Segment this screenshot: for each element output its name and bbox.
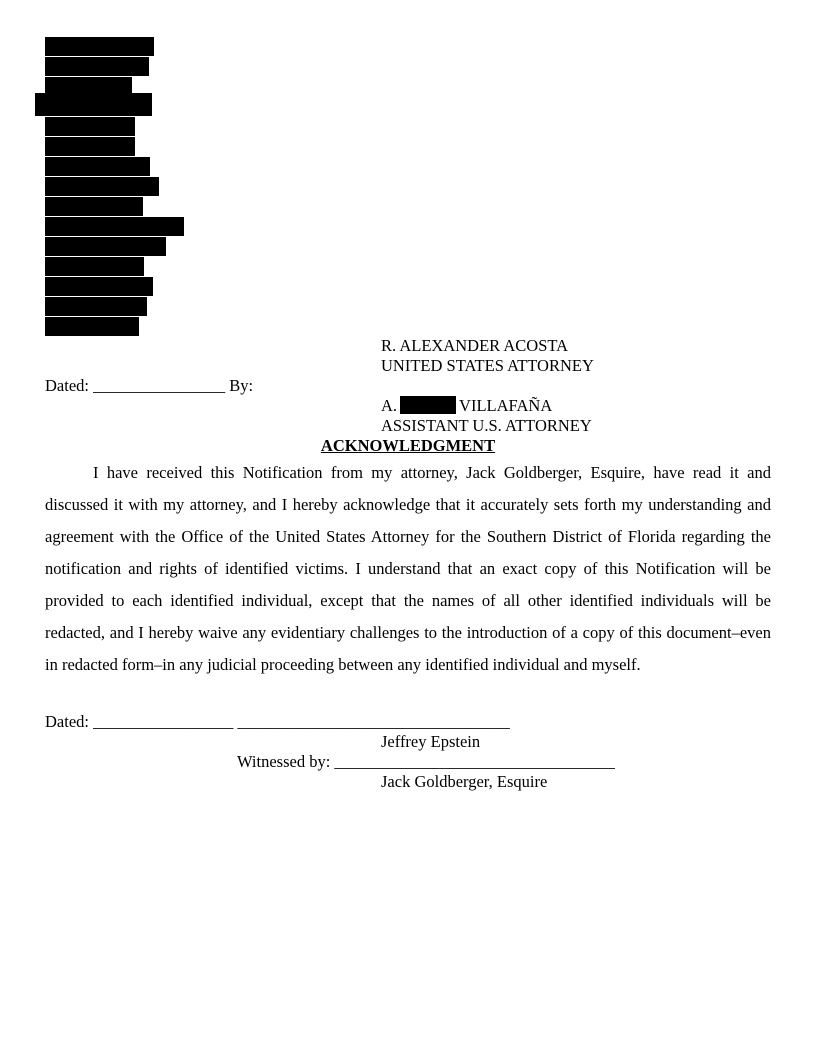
acknowledgment-heading: ACKNOWLEDGMENT — [320, 436, 496, 455]
signer-dated-line — [45, 712, 510, 732]
signer-dated-label: Dated: — [45, 712, 89, 731]
redaction-bar — [45, 137, 135, 156]
redaction-bar — [45, 157, 150, 176]
dated-by-line — [45, 376, 253, 396]
assistant-attorney-name — [381, 396, 552, 416]
dated-label: Dated: — [45, 376, 89, 395]
attorney-title: UNITED STATES ATTORNEY — [381, 356, 594, 375]
witness-line — [237, 752, 615, 772]
redaction-bar — [45, 57, 149, 76]
witness-name: Jack Goldberger, Esquire — [381, 772, 548, 791]
acknowledgment-body — [45, 457, 771, 681]
signer-dated-blank: _________________ — [93, 712, 234, 731]
signer-signature-blank: _________________________________ — [237, 712, 510, 731]
assistant-prefix: A. — [381, 396, 398, 415]
redaction-bar — [45, 297, 147, 316]
redaction-bar — [45, 317, 139, 336]
by-label: By: — [229, 376, 254, 395]
redaction-bar — [45, 117, 135, 136]
redaction-bar — [400, 396, 456, 414]
redaction-bar — [45, 197, 143, 216]
signer-name: Jeffrey Epstein — [381, 732, 481, 751]
redaction-bar — [35, 93, 152, 116]
redaction-bar — [45, 177, 159, 196]
redaction-bar — [45, 217, 184, 236]
redaction-bar — [45, 277, 153, 296]
redaction-bar — [45, 37, 154, 56]
assistant-attorney-title: ASSISTANT U.S. ATTORNEY — [381, 416, 592, 435]
attorney-name: R. ALEXANDER ACOSTA — [381, 336, 569, 355]
redaction-bar — [45, 237, 166, 256]
assistant-surname: VILLAFAÑA — [459, 396, 553, 415]
acknowledgment-text: I have received this Notification from my attorney, Jack Goldberger, Esquire, have read it and discussed it with my attorney, and I hereby acknowledge that it accurately sets forth my understanding and agreement with the Office of the United States Attorney for the Southern District of Florida regarding the notification and rights of identified victims. I understand that an exact copy of this Notification will be provided to each identified individual, except that the names of all other identified individuals will be redacted, and I hereby waive any evidentiary challenges to the introduction of a copy of this document–even in redacted form–in any judicial proceeding between any identified individual and myself. — [45, 463, 771, 674]
witness-blank: __________________________________ — [334, 752, 615, 771]
witness-label: Witnessed by: — [237, 752, 331, 771]
redaction-bar — [45, 257, 144, 276]
dated-blank: ________________ — [93, 376, 226, 395]
